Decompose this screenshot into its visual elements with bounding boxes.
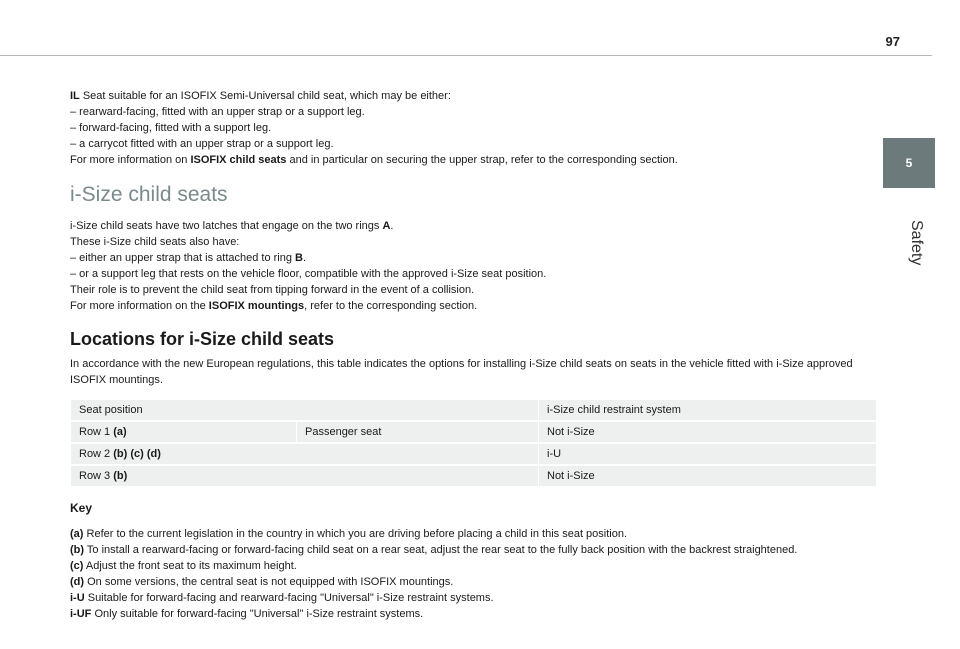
more-info-prefix: For more information on bbox=[70, 154, 191, 166]
list-item: – a carrycot fitted with an upper strap or a support leg. bbox=[70, 138, 334, 150]
list-item: – rearward-facing, fitted with an upper strap or a support leg. bbox=[70, 106, 365, 118]
il-line bbox=[70, 88, 880, 104]
header-restraint-system: i-Size child restraint system bbox=[538, 400, 876, 420]
key-text: Suitable for forward-facing and rearward-facing "Universal" i-Size restraint systems. bbox=[84, 592, 494, 604]
locations-heading: Locations for i-Size child seats bbox=[70, 329, 335, 349]
seat-cell: Passenger seat bbox=[296, 422, 538, 442]
row-label: Row 1 bbox=[79, 426, 114, 438]
key-text: Only suitable for forward-facing "Universal" i-Size restraint systems. bbox=[91, 608, 424, 620]
ring-b-label: B bbox=[295, 252, 303, 264]
isofix-intro bbox=[70, 88, 880, 168]
table-header-row bbox=[70, 400, 876, 420]
strap-prefix: – either an upper strap that is attached to ring bbox=[70, 252, 296, 264]
isize-heading: i-Size child seats bbox=[70, 183, 228, 206]
key-item bbox=[70, 574, 880, 590]
row-notes: (b) (c) (d) bbox=[113, 448, 161, 460]
page-number: 97 bbox=[885, 34, 900, 49]
chapter-tab: 5 bbox=[883, 138, 935, 188]
isize-role-text: Their role is to prevent the child seat from tipping forward in the event of a collision. bbox=[70, 284, 475, 296]
list-item bbox=[70, 250, 880, 266]
more-info-line bbox=[70, 298, 880, 314]
strap-suffix: . bbox=[302, 252, 307, 264]
key-item bbox=[70, 526, 880, 542]
row-notes: (b) bbox=[113, 470, 128, 482]
ring-a-label: A bbox=[382, 220, 391, 232]
key-heading: Key bbox=[70, 501, 93, 515]
header-seat-position: Seat position bbox=[70, 400, 538, 420]
key-item bbox=[70, 558, 880, 574]
more-info-suffix: and in particular on securing the upper strap, refer to the corresponding section. bbox=[286, 154, 678, 166]
row-label-cell bbox=[70, 444, 538, 464]
more-info-line bbox=[70, 152, 880, 168]
key-code: (b) bbox=[70, 544, 85, 556]
key-text: On some versions, the central seat is not equipped with ISOFIX mountings. bbox=[84, 576, 454, 588]
key-text: To install a rearward-facing or forward-facing child seat on a rear seat, adjust the rear seat to the fully back position with the backrest straightened. bbox=[84, 544, 798, 556]
table-row bbox=[70, 444, 876, 464]
il-code: IL bbox=[70, 90, 80, 102]
isofix-child-seats-reference: ISOFIX child seats bbox=[190, 154, 287, 166]
system-cell: i-U bbox=[538, 444, 876, 464]
key-code: i-U bbox=[70, 592, 85, 604]
row-label: Row 3 bbox=[79, 470, 114, 482]
key-item bbox=[70, 542, 880, 558]
table-row bbox=[70, 466, 876, 486]
more-info-prefix: For more information on the bbox=[70, 300, 209, 312]
key-code: i-UF bbox=[70, 608, 92, 620]
row-label: Row 2 bbox=[79, 448, 114, 460]
row-label-cell bbox=[70, 466, 538, 486]
key-code: (c) bbox=[70, 560, 84, 572]
isize-also-have: These i-Size child seats also have: bbox=[70, 236, 240, 248]
row-notes: (a) bbox=[113, 426, 127, 438]
table-row bbox=[70, 422, 876, 442]
key-list bbox=[70, 526, 880, 622]
page-content bbox=[70, 88, 880, 622]
key-code: (a) bbox=[70, 528, 84, 540]
key-text: Refer to the current legislation in the country in which you are driving before placing a child in this seat position. bbox=[83, 528, 628, 540]
list-item: – or a support leg that rests on the vehicle floor, compatible with the approved i-Size seat position. bbox=[70, 268, 547, 280]
latches-prefix: i-Size child seats have two latches that engage on the two rings bbox=[70, 220, 383, 232]
isofix-mountings-reference: ISOFIX mountings bbox=[208, 300, 305, 312]
isize-locations-table bbox=[70, 398, 876, 488]
row-label-cell bbox=[70, 422, 296, 442]
key-code: (d) bbox=[70, 576, 85, 588]
section-label: Safety bbox=[908, 220, 925, 266]
il-text: Seat suitable for an ISOFIX Semi-Universal child seat, which may be either: bbox=[79, 90, 451, 102]
isize-latches-text bbox=[70, 218, 880, 234]
system-cell: Not i-Size bbox=[538, 466, 876, 486]
system-cell: Not i-Size bbox=[538, 422, 876, 442]
latches-suffix: . bbox=[390, 220, 394, 232]
more-info-suffix: , refer to the corresponding section. bbox=[304, 300, 478, 312]
isize-section bbox=[70, 218, 880, 314]
header-divider bbox=[0, 55, 932, 56]
key-item bbox=[70, 606, 880, 622]
locations-intro: In accordance with the new European regulations, this table indicates the options for installing i-Size child seats on seats in the vehicle fitted with i-Size approved ISOFIX mountings. bbox=[70, 358, 853, 386]
key-item bbox=[70, 590, 880, 606]
key-text: Adjust the front seat to its maximum height. bbox=[83, 560, 297, 572]
list-item: – forward-facing, fitted with a support leg. bbox=[70, 122, 272, 134]
